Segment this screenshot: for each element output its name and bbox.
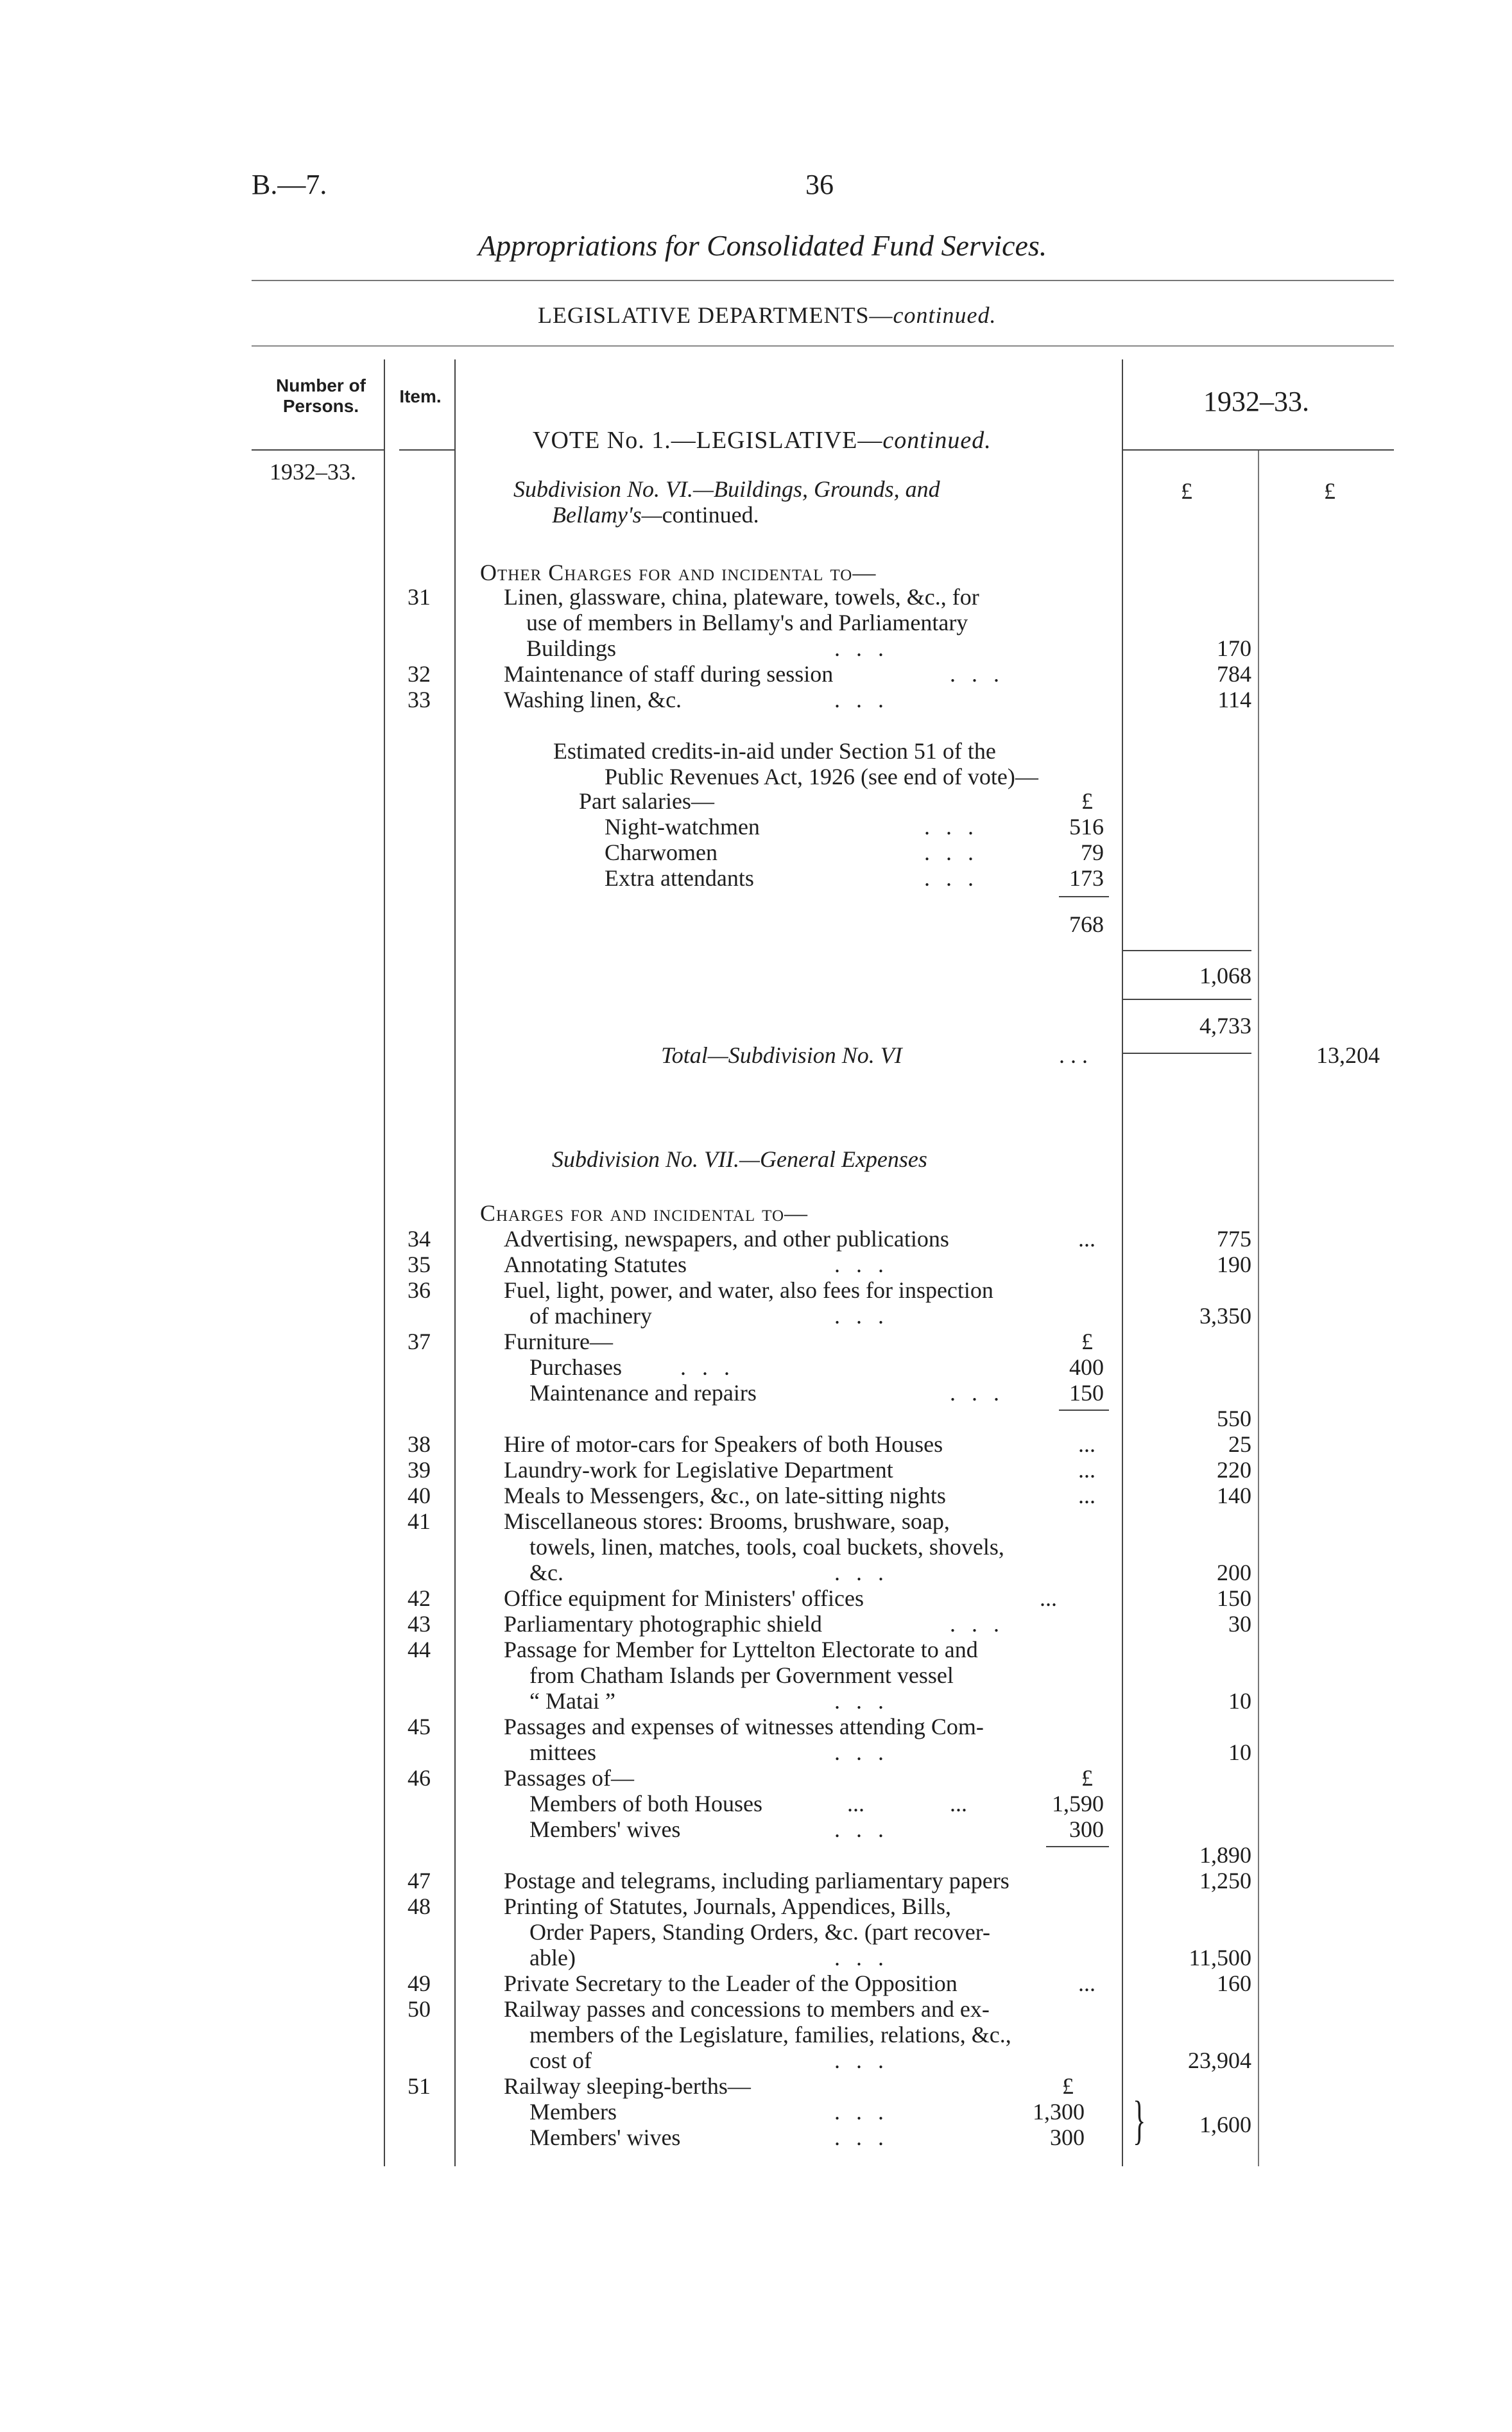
item-description: members of the Legislature, families, relations, &c.,	[529, 2022, 1011, 2048]
item-description: Maintenance of staff during session	[504, 661, 834, 687]
item-description: &c.	[529, 1560, 563, 1585]
item-description: Laundry-work for Legislative Department	[504, 1457, 893, 1483]
item-description: Meals to Messengers, &c., on late-sitting nights	[504, 1483, 946, 1508]
item-description: able)	[529, 1945, 576, 1971]
part-salaries-label: Part salaries—	[579, 788, 714, 814]
item-amount: 170	[1217, 635, 1251, 661]
leader-dots: . . .	[950, 661, 1004, 687]
item-column-header: Item.	[399, 386, 442, 406]
page-number: 36	[805, 169, 834, 200]
item-number: 41	[408, 1508, 431, 1534]
item-number: 39	[408, 1457, 431, 1483]
leader-dots: ...	[1078, 1226, 1095, 1252]
leader-dots: . . .	[924, 814, 979, 840]
leader-dots: ...	[847, 1791, 864, 1816]
subdivision-6-heading-cont: Bellamy's—continued.	[552, 502, 759, 528]
sub-item-amount: 300	[1050, 2125, 1085, 2150]
item-amount: 10	[1228, 1688, 1251, 1714]
charges-heading: Charges for and incidental to—	[480, 1200, 809, 1226]
item-description: Passage for Member for Lyttelton Electorate to and	[504, 1637, 978, 1662]
persons-year: 1932–33.	[270, 459, 356, 485]
credit-subtotal-rule	[1059, 896, 1109, 897]
item-description: Postage and telegrams, including parliamentary papers	[504, 1868, 1009, 1893]
item-amount: 23,904	[1188, 2048, 1251, 2073]
item-number: 34	[408, 1226, 431, 1252]
leader-dots: ...	[950, 1791, 967, 1816]
leader-dots: ...	[1040, 1585, 1057, 1611]
item-number: 45	[408, 1714, 431, 1739]
item-amount: 784	[1217, 661, 1251, 687]
item-number: 47	[408, 1868, 431, 1893]
persons-column-header: Number of Persons.	[276, 375, 366, 416]
leader-dots: . . .	[834, 1688, 889, 1714]
item-amount: 140	[1217, 1483, 1251, 1508]
item-amount: 160	[1217, 1971, 1251, 1996]
item-number: 31	[408, 584, 431, 610]
sub-item-amount: 1,590	[1052, 1791, 1104, 1816]
leader-dots: . . .	[834, 1303, 889, 1329]
credits-net-amount: 1,068	[1199, 963, 1251, 988]
item-amount: 3,350	[1199, 1303, 1251, 1329]
item-description: Fuel, light, power, and water, also fees for inspection	[504, 1277, 993, 1303]
item-description: Parliamentary photographic shield	[504, 1611, 822, 1637]
sum-rule	[1123, 950, 1251, 951]
leader-dots: ...	[1078, 1457, 1095, 1483]
credits-in-aid-line1: Estimated credits-in-aid under Section 51 of the	[553, 738, 996, 764]
sub-item-amount: 150	[1069, 1380, 1104, 1406]
item-number: 40	[408, 1483, 431, 1508]
item-description: Miscellaneous stores: Brooms, brushware, soap,	[504, 1508, 950, 1534]
leader-dots: . . .	[834, 2099, 889, 2125]
leader-dots: . . .	[1059, 1042, 1088, 1068]
leader-dots: . . .	[834, 1945, 889, 1971]
item-number: 33	[408, 687, 431, 712]
item-amount: 200	[1217, 1560, 1251, 1585]
credits-pound-symbol: £	[1081, 788, 1093, 814]
sub-item-amount: 400	[1069, 1354, 1104, 1380]
document-code: B.—7.	[252, 169, 327, 200]
item-amount: 114	[1217, 687, 1251, 712]
vote-heading: VOTE No. 1.—LEGISLATIVE—continued.	[533, 427, 992, 454]
item-amount: 150	[1217, 1585, 1251, 1611]
item-description: “ Matai ”	[529, 1688, 615, 1714]
leader-dots: . . .	[680, 1354, 735, 1380]
item-number: 51	[408, 2073, 431, 2099]
credit-amount: 79	[1081, 840, 1104, 865]
subdivision-6-total-label: Total—Subdivision No. VI	[661, 1042, 902, 1068]
leader-dots: . . .	[834, 635, 889, 661]
item-description: Railway sleeping-berths—	[504, 2073, 751, 2099]
sum-rule	[1123, 999, 1251, 1000]
item-description: mittees	[529, 1739, 596, 1765]
other-charges-heading: Other Charges for and incidental to—	[480, 560, 877, 585]
pound-symbol: £	[1081, 1765, 1093, 1791]
item-description: Order Papers, Standing Orders, &c. (part recover-	[529, 1919, 991, 1945]
item-amount: 11,500	[1189, 1945, 1251, 1971]
item-description: from Chatham Islands per Government vessel	[529, 1662, 954, 1688]
header-rule	[252, 280, 1394, 281]
item-amount: 1,250	[1199, 1868, 1251, 1893]
credits-total: 768	[1069, 911, 1104, 937]
item-description: cost of	[529, 2048, 592, 2073]
credit-amount: 516	[1069, 814, 1104, 840]
item-description: Office equipment for Ministers' offices	[504, 1585, 864, 1611]
page-title: Appropriations for Consolidated Fund Services.	[478, 229, 1047, 262]
item-description: Hire of motor-cars for Speakers of both Houses	[504, 1431, 943, 1457]
pound-symbol: £	[1081, 1329, 1093, 1354]
item-number: 46	[408, 1765, 431, 1791]
leader-dots: . . .	[834, 2048, 889, 2073]
item-number: 49	[408, 1971, 431, 1996]
item-number: 36	[408, 1277, 431, 1303]
leader-dots: ...	[1078, 1971, 1095, 1996]
pound-symbol-col2: £	[1324, 478, 1336, 504]
pound-symbol-col1: £	[1181, 478, 1192, 504]
leader-dots: . . .	[834, 1252, 889, 1277]
credit-label: Charwomen	[605, 840, 717, 865]
item-amount: 1,600	[1199, 2112, 1251, 2137]
subdivision-6-heading: Subdivision No. VI.—Buildings, Grounds, and	[513, 476, 940, 502]
sum-rule	[1123, 1053, 1251, 1054]
item-number: 43	[408, 1611, 431, 1637]
item-description: of machinery	[529, 1303, 652, 1329]
item-description: Advertising, newspapers, and other publications	[504, 1226, 949, 1252]
item-number: 37	[408, 1329, 431, 1354]
item-description: use of members in Bellamy's and Parliamentary	[526, 610, 968, 635]
brace-icon: }	[1133, 2091, 1146, 2150]
leader-dots: . . .	[924, 865, 979, 891]
sub-item-amount: 300	[1069, 1816, 1104, 1842]
persons-header-rule	[252, 449, 384, 451]
item-amount: 1,890	[1199, 1842, 1251, 1868]
sub-item-rule	[1046, 1846, 1109, 1847]
item-header-rule	[399, 449, 454, 451]
leader-dots: . . .	[834, 2125, 889, 2150]
column-rule-amount	[1258, 449, 1259, 2166]
item-description: Washing linen, &c.	[504, 687, 682, 712]
sub-item-label: Members' wives	[529, 1816, 681, 1842]
leader-dots: . . .	[924, 840, 979, 865]
sub-item-rule	[1059, 1410, 1109, 1411]
item-description: towels, linen, matches, tools, coal buckets, shovels,	[529, 1534, 1004, 1560]
item-amount: 550	[1217, 1406, 1251, 1431]
sub-item-label: Maintenance and repairs	[529, 1380, 757, 1406]
item-description: Buildings	[526, 635, 617, 661]
item-amount: 775	[1217, 1226, 1251, 1252]
item-description: Furniture—	[504, 1329, 613, 1354]
item-amount: 30	[1228, 1611, 1251, 1637]
subdivision-7-heading: Subdivision No. VII.—General Expenses	[552, 1146, 927, 1172]
item-amount: 190	[1217, 1252, 1251, 1277]
item-description: Railway passes and concessions to members and ex-	[504, 1996, 990, 2022]
sub-item-label: Members' wives	[529, 2125, 681, 2150]
item-description: Passages of—	[504, 1765, 634, 1791]
credits-in-aid-line2: Public Revenues Act, 1926 (see end of vote)—	[605, 764, 1038, 789]
sub-item-amount: 1,300	[1033, 2099, 1085, 2125]
leader-dots: . . .	[950, 1611, 1004, 1637]
item-amount: 10	[1228, 1739, 1251, 1765]
item-description: Linen, glassware, china, plateware, towels, &c., for	[504, 584, 979, 610]
column-rule-item	[454, 359, 456, 2166]
pound-symbol: £	[1062, 2073, 1074, 2099]
item-description: Passages and expenses of witnesses attending Com-	[504, 1714, 984, 1739]
credit-amount: 173	[1069, 865, 1104, 891]
subdivision-6-net: 4,733	[1199, 1013, 1251, 1039]
subdivision-6-total: 13,204	[1316, 1042, 1380, 1068]
item-description: Annotating Statutes	[504, 1252, 687, 1277]
year-column-header: 1932–33.	[1203, 386, 1309, 417]
item-number: 32	[408, 661, 431, 687]
item-amount: 25	[1228, 1431, 1251, 1457]
sub-item-label: Members	[529, 2099, 617, 2125]
leader-dots: . . .	[834, 1816, 889, 1842]
item-description: Printing of Statutes, Journals, Appendices, Bills,	[504, 1893, 951, 1919]
sub-item-label: Purchases	[529, 1354, 622, 1380]
item-number: 35	[408, 1252, 431, 1277]
leader-dots: ...	[1078, 1483, 1095, 1508]
item-number: 48	[408, 1893, 431, 1919]
credit-label: Night-watchmen	[605, 814, 760, 840]
leader-dots: . . .	[950, 1380, 1004, 1406]
item-description: Private Secretary to the Leader of the Opposition	[504, 1971, 958, 1996]
leader-dots: ...	[1078, 1431, 1095, 1457]
item-number: 42	[408, 1585, 431, 1611]
year-header-rule	[1122, 449, 1394, 451]
section-rule	[252, 345, 1394, 347]
section-heading: LEGISLATIVE DEPARTMENTS—continued.	[538, 302, 997, 328]
credit-label: Extra attendants	[605, 865, 754, 891]
item-number: 44	[408, 1637, 431, 1662]
sub-item-label: Members of both Houses	[529, 1791, 762, 1816]
item-number: 50	[408, 1996, 431, 2022]
item-amount: 220	[1217, 1457, 1251, 1483]
leader-dots: . . .	[834, 1739, 889, 1765]
leader-dots: . . .	[834, 1560, 889, 1585]
leader-dots: . . .	[834, 687, 889, 712]
item-number: 38	[408, 1431, 431, 1457]
